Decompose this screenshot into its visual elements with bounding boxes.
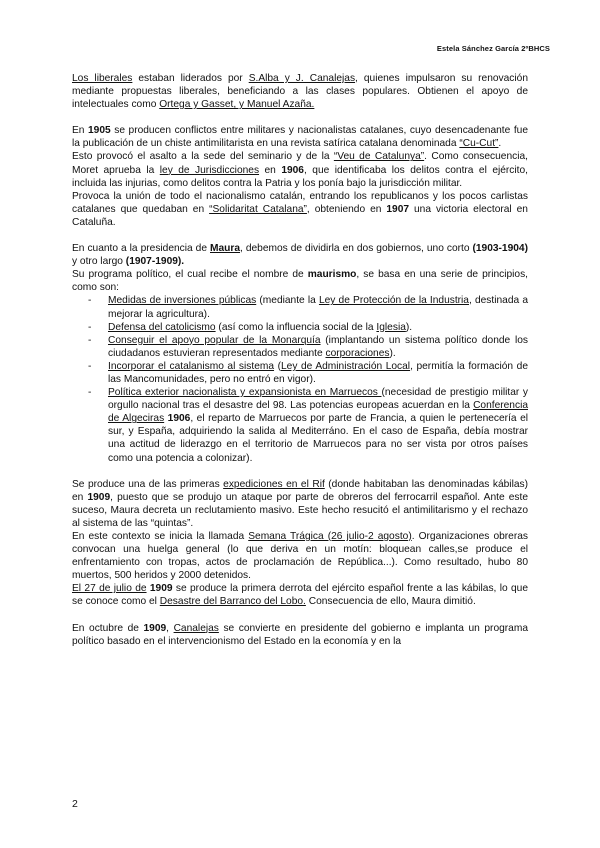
text: . [498, 138, 502, 150]
paragraph-maurismo [72, 268, 528, 294]
underlined-text: ley de Jurisdicciones [159, 164, 260, 176]
bold-dates: (1907-1909). [125, 256, 185, 268]
underlined-text: Canalejas [173, 622, 219, 634]
text: , debemos de dividirla en dos gobiernos, uno corto [240, 243, 473, 255]
paragraph-liberales [72, 72, 528, 111]
text: , puesto que se produjo un ataque por parte de obreros del ferrocarril español. Ante este suceso, Maura decreta un reclutamiento masivo. Este hecho resucitó el antimilitarismo y el rechazo al sistema de las “quintas”. [72, 491, 528, 529]
underlined-text: Desastre del Barranco del Lobo. [159, 596, 306, 608]
underlined-text: “Veu de Catalunya” [333, 151, 425, 163]
paragraph-barranco-lobo [72, 582, 528, 608]
paragraph-semana-tragica [72, 530, 528, 582]
text: una victoria electoral en Cataluña. [72, 203, 528, 228]
list-item [72, 386, 528, 465]
underlined-text: Conseguir el apoyo popular de la Monarquía [108, 334, 321, 346]
text: En [72, 125, 89, 137]
text: Provoca la unión de todo el nacionalismo catalán, entrando los republicanos y los pocos carlistas catalanes que quedaban en [72, 190, 528, 215]
text: Consecuencia de ello, Maura dimitió. [305, 596, 476, 608]
document-body [72, 72, 528, 648]
text: en [259, 164, 282, 176]
principles-list [72, 294, 528, 464]
underlined-text: Defensa del catolicismo [108, 321, 216, 333]
text: estaban liderados por [132, 73, 249, 84]
text: Se produce una de las primeras [72, 478, 224, 490]
underlined-text: expediciones en el Rif [223, 478, 325, 490]
list-item [72, 360, 528, 386]
bold-year: 1905 [88, 125, 111, 137]
underlined-text: Incorporar el catalanismo al sistema [108, 360, 275, 372]
text: , quienes impulsaron su renovación mediante propuestas liberales, beneficiando a las clases populares. Obtienen el apoyo de intelectuales como [72, 73, 528, 111]
text: , obteniendo en [306, 203, 387, 215]
text: se producen conflictos entre militares y nacionalistas catalanes, cuyo desencadenante fue la publicación de un chiste antimilitarista en una revista satírica catalana denominada [72, 125, 528, 150]
text: . Organizaciones obreras convocan una huelga general (lo que deriva en un motín: bloquean calles,se produce el enfrentamiento con tropas, actos de proclamación de República...). Como resultado, hubo 80 muertos, 500 heridos y 2000 detenidos. [72, 531, 528, 582]
underlined-text: Ley de Protección de la Industria [318, 295, 469, 307]
list-item [72, 294, 528, 320]
text: (implantando un sistema político donde los ciudadanos estuvieran representados mediante [108, 334, 528, 359]
bold-year: 1909 [87, 491, 111, 503]
bold-year: 1907 [386, 203, 410, 215]
text: Esto provocó el asalto a la sede del seminario y de la [72, 151, 334, 163]
page-number: 2 [72, 798, 78, 810]
text: . Como consecuencia, Moret aprueba la [72, 151, 528, 176]
underlined-text: Conferencia de Algeciras [108, 400, 528, 425]
underlined-text: Medidas de inversiones públicas [108, 295, 257, 307]
paragraph-asalto [72, 150, 528, 189]
text: ( [274, 360, 281, 372]
text: ). [405, 321, 413, 333]
bold-year: 1909 [143, 622, 167, 634]
text: , se basa en una serie de principios, como son: [72, 269, 528, 294]
bold-dates: (1903-1904) [472, 243, 528, 255]
text: , el reparto de Marruecos por parte de Francia, a quien le pertenecería el sur, y España, adquiriendo la salida al Mediterráno. En el caso de España, debía mostrar una actitud de liderazgo en el territorio de Marruecos para no ser vista por otros países como una potencia a colonizar). [108, 413, 528, 464]
underlined-text: Los liberales [72, 73, 133, 84]
underlined-text: S.Alba y J. Canalejas [248, 73, 356, 84]
page-header-author: Estela Sánchez García 2ºBHCS [436, 44, 550, 53]
paragraph-canalejas [72, 622, 528, 648]
text: , que identificaba los delitos contra el ejército, incluida las injurias, como delitos contra la Patria y los ponía bajo la jurisdicción militar. [72, 164, 528, 189]
underlined-text: “Cu-Cut” [459, 138, 499, 150]
underlined-text: corporaciones [325, 347, 390, 359]
text: Su programa político, el cual recibe el nombre de [72, 269, 308, 281]
underlined-text: Ley de Administración Local [281, 360, 411, 372]
bold-year: 1906 [281, 164, 304, 176]
bold-year: 1906 [167, 413, 191, 425]
paragraph-maura [72, 242, 528, 268]
list-item [72, 334, 528, 360]
bold-year: 1909 [149, 583, 173, 595]
paragraph-solidaritat [72, 190, 528, 229]
text: , [166, 622, 174, 634]
underlined-text: Ortega y Gasset, y Manuel Azaña. [159, 99, 315, 111]
text: (así como la influencia social de la [215, 321, 377, 333]
text: , destinada a mejorar la agricultura). [108, 295, 528, 320]
underlined-text: Iglesia [376, 321, 406, 333]
text: y otro largo [72, 256, 126, 268]
bold-underlined-text: Maura [210, 243, 241, 255]
bold-text: maurismo [307, 269, 357, 281]
underlined-text: El 27 de julio de [72, 583, 147, 595]
text: En cuanto a la presidencia de [72, 243, 210, 255]
text: (mediante la [256, 295, 319, 307]
underlined-text: Semana Trágica (26 julio-2 agosto) [248, 531, 412, 542]
text: ). [389, 347, 396, 359]
paragraph-1905 [72, 124, 528, 150]
underlined-text: Política exterior nacionalista y expansionista en Marruecos [108, 387, 382, 399]
text: se convierte en presidente del gobierno e implanta un programa político basado en el intervencionismo del Estado en la economía y en la [72, 622, 528, 647]
text: , permitía la formación de las Mancomunidades, pero no entró en vigor). [108, 360, 528, 385]
underlined-text: “Solidaritat Catalana” [209, 203, 307, 215]
text: (donde habitaban las denominadas kábilas) en [72, 478, 528, 503]
list-item [72, 321, 528, 334]
text: (necesidad de prestigio militar y orgullo nacional tras el desastre del 98. Las potencias europeas acuerdan en la [108, 387, 528, 412]
text: En este contexto se inicia la llamada [72, 531, 249, 542]
text: se produce la primera derrota del ejército español frente a las kábilas, lo que se conoce como el [72, 583, 528, 608]
paragraph-rif [72, 478, 528, 530]
text: En octubre de [72, 622, 144, 634]
